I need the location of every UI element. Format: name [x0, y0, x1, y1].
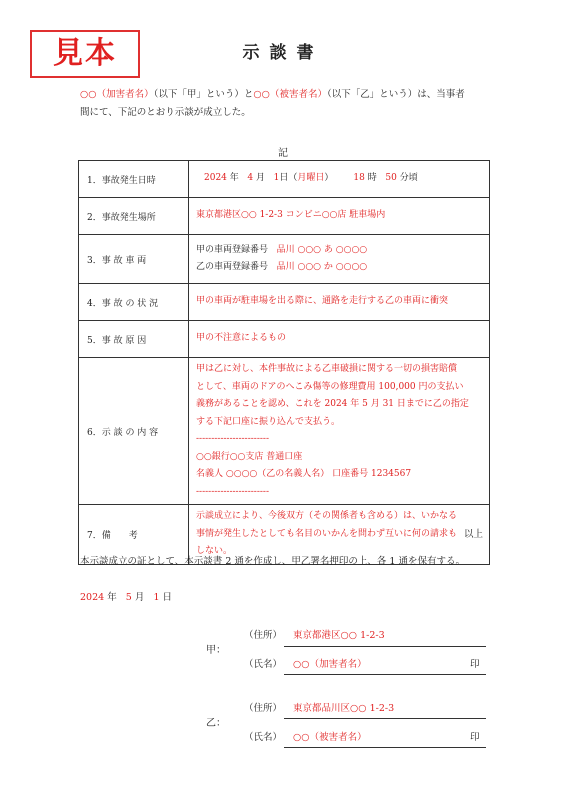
- row-value-content: [189, 358, 490, 505]
- ki-heading: 記: [278, 148, 288, 159]
- party-a-name: ○○（加害者名）: [80, 89, 154, 100]
- party-a-label: 甲：: [206, 645, 226, 656]
- party-b-name: ○○（被害者名）: [253, 89, 327, 100]
- row-value-cause: 甲の不注意によるもの: [189, 321, 490, 358]
- accident-hour: 18: [353, 173, 365, 184]
- accident-weekday: 月曜日: [297, 173, 325, 184]
- date-day: 1: [153, 592, 160, 603]
- accident-year: 2024: [204, 173, 227, 184]
- party-a-address: 東京都港区○○ 1-2-3: [293, 630, 385, 641]
- date-month-unit: 月: [134, 592, 145, 603]
- party-b-label: 乙：: [206, 718, 226, 729]
- content-line: として、車両のドアのへこみ傷等の修理費用 100,000 円の支払い: [196, 381, 464, 392]
- minute-unit: 分頃: [399, 173, 418, 184]
- row-label-cause: 5．事 故 原 因: [79, 321, 189, 358]
- party-b-seal: 印: [470, 732, 480, 743]
- party-a-address-line: [284, 646, 486, 647]
- row-label-situation: 4．事 故 の 状 況: [79, 284, 189, 321]
- content-line: 甲は乙に対し、本件事故による乙車破損に関する一切の損害賠償: [196, 364, 458, 374]
- party-b-address-label: （住所）: [244, 703, 283, 714]
- row-value-location: 東京都港区○○ 1-2-3 コンビニ○○店 駐車場内: [189, 198, 490, 235]
- vehicle-a-number: 品川 ○○○ あ ○○○○: [276, 244, 368, 255]
- remarks-line: 示談成立により、今後双方（その関係者も含める）は、いかなる: [196, 511, 458, 521]
- accident-minute: 50: [385, 173, 397, 184]
- table-row: [79, 321, 490, 358]
- party-a-name: ○○（加害者名）: [293, 659, 367, 670]
- row-value-vehicles: [189, 235, 490, 284]
- bank-info: ○○銀行○○支店 普通口座: [196, 451, 303, 462]
- intro-text-2: （以下「乙」という）は、当事者: [326, 89, 465, 100]
- date-year: 2024: [80, 592, 105, 603]
- signing-date: [80, 589, 172, 603]
- party-b-name-label: （氏名）: [244, 732, 283, 743]
- table-row: [79, 358, 490, 505]
- party-b-name: ○○（被害者名）: [293, 732, 367, 743]
- row-label-content: 6．示 談 の 内 容: [79, 358, 189, 505]
- row-label-location: 2．事故発生場所: [79, 198, 189, 235]
- sample-stamp: 見本: [30, 30, 140, 78]
- party-b-address-line: [284, 718, 486, 719]
- end-mark: 以上: [464, 529, 484, 540]
- row-label-remarks: 7．備 考: [79, 505, 189, 565]
- remarks-line: しない。: [196, 546, 233, 556]
- hour-unit: 時: [367, 173, 377, 184]
- day-unit: 日（: [279, 173, 298, 184]
- party-a-name-line: [284, 674, 486, 675]
- intro-text-1: （以下「甲」という）と: [153, 89, 254, 100]
- vehicle-b-label: 乙の車両登録番号: [196, 262, 269, 272]
- remarks-line: 事情が発生したとしても名目のいかんを問わず互いに何の請求も: [196, 528, 458, 539]
- date-day-unit: 日: [162, 592, 173, 603]
- vehicle-a-label: 甲の車両登録番号: [196, 244, 269, 255]
- year-unit: 年: [229, 173, 239, 184]
- date-month: 5: [125, 592, 132, 603]
- table-row: [79, 198, 490, 235]
- settlement-table: [78, 160, 490, 565]
- party-b-address: 東京都品川区○○ 1-2-3: [293, 703, 395, 714]
- dashed-separator: ------------------------: [196, 434, 269, 444]
- intro-paragraph: [80, 86, 500, 122]
- vehicle-b-number: 品川 ○○○ か ○○○○: [276, 262, 368, 272]
- table-row: [79, 235, 490, 284]
- party-a-address-label: （住所）: [244, 630, 283, 641]
- content-line: 義務があることを認め、これを 2024 年 5 月 31 日までに乙の指定: [196, 399, 469, 409]
- row-label-datetime: 1．事故発生日時: [79, 161, 189, 198]
- account-holder: 名義人 ○○○○（乙の名義人名） 口座番号 1234567: [196, 469, 412, 479]
- row-label-vehicles: 3．事 故 車 両: [79, 235, 189, 284]
- accident-day: 1: [273, 173, 280, 184]
- row-value-datetime: [189, 161, 490, 198]
- dashed-separator: ------------------------: [196, 486, 269, 497]
- table-row: [79, 161, 490, 198]
- row-value-situation: 甲の車両が駐車場を出る際に、通路を走行する乙の車両に衝突: [189, 284, 490, 321]
- content-line: する下記口座に振り込んで支払う。: [196, 416, 341, 427]
- document-title: 示談書: [242, 43, 324, 63]
- accident-month: 4: [247, 173, 254, 184]
- weekday-close: ）: [324, 173, 334, 184]
- month-unit: 月: [256, 173, 266, 184]
- date-year-unit: 年: [107, 592, 117, 603]
- proof-statement: 本示談成立の証として、本示談書 2 通を作成し、甲乙署名押印の上、各 1 通を保有する。: [80, 556, 465, 567]
- party-b-name-line: [284, 747, 486, 748]
- party-a-name-label: （氏名）: [244, 659, 283, 670]
- party-a-seal: 印: [470, 659, 480, 670]
- intro-text-3: 間にて、下記のとおり示談が成立した。: [80, 107, 251, 118]
- table-row: [79, 284, 490, 321]
